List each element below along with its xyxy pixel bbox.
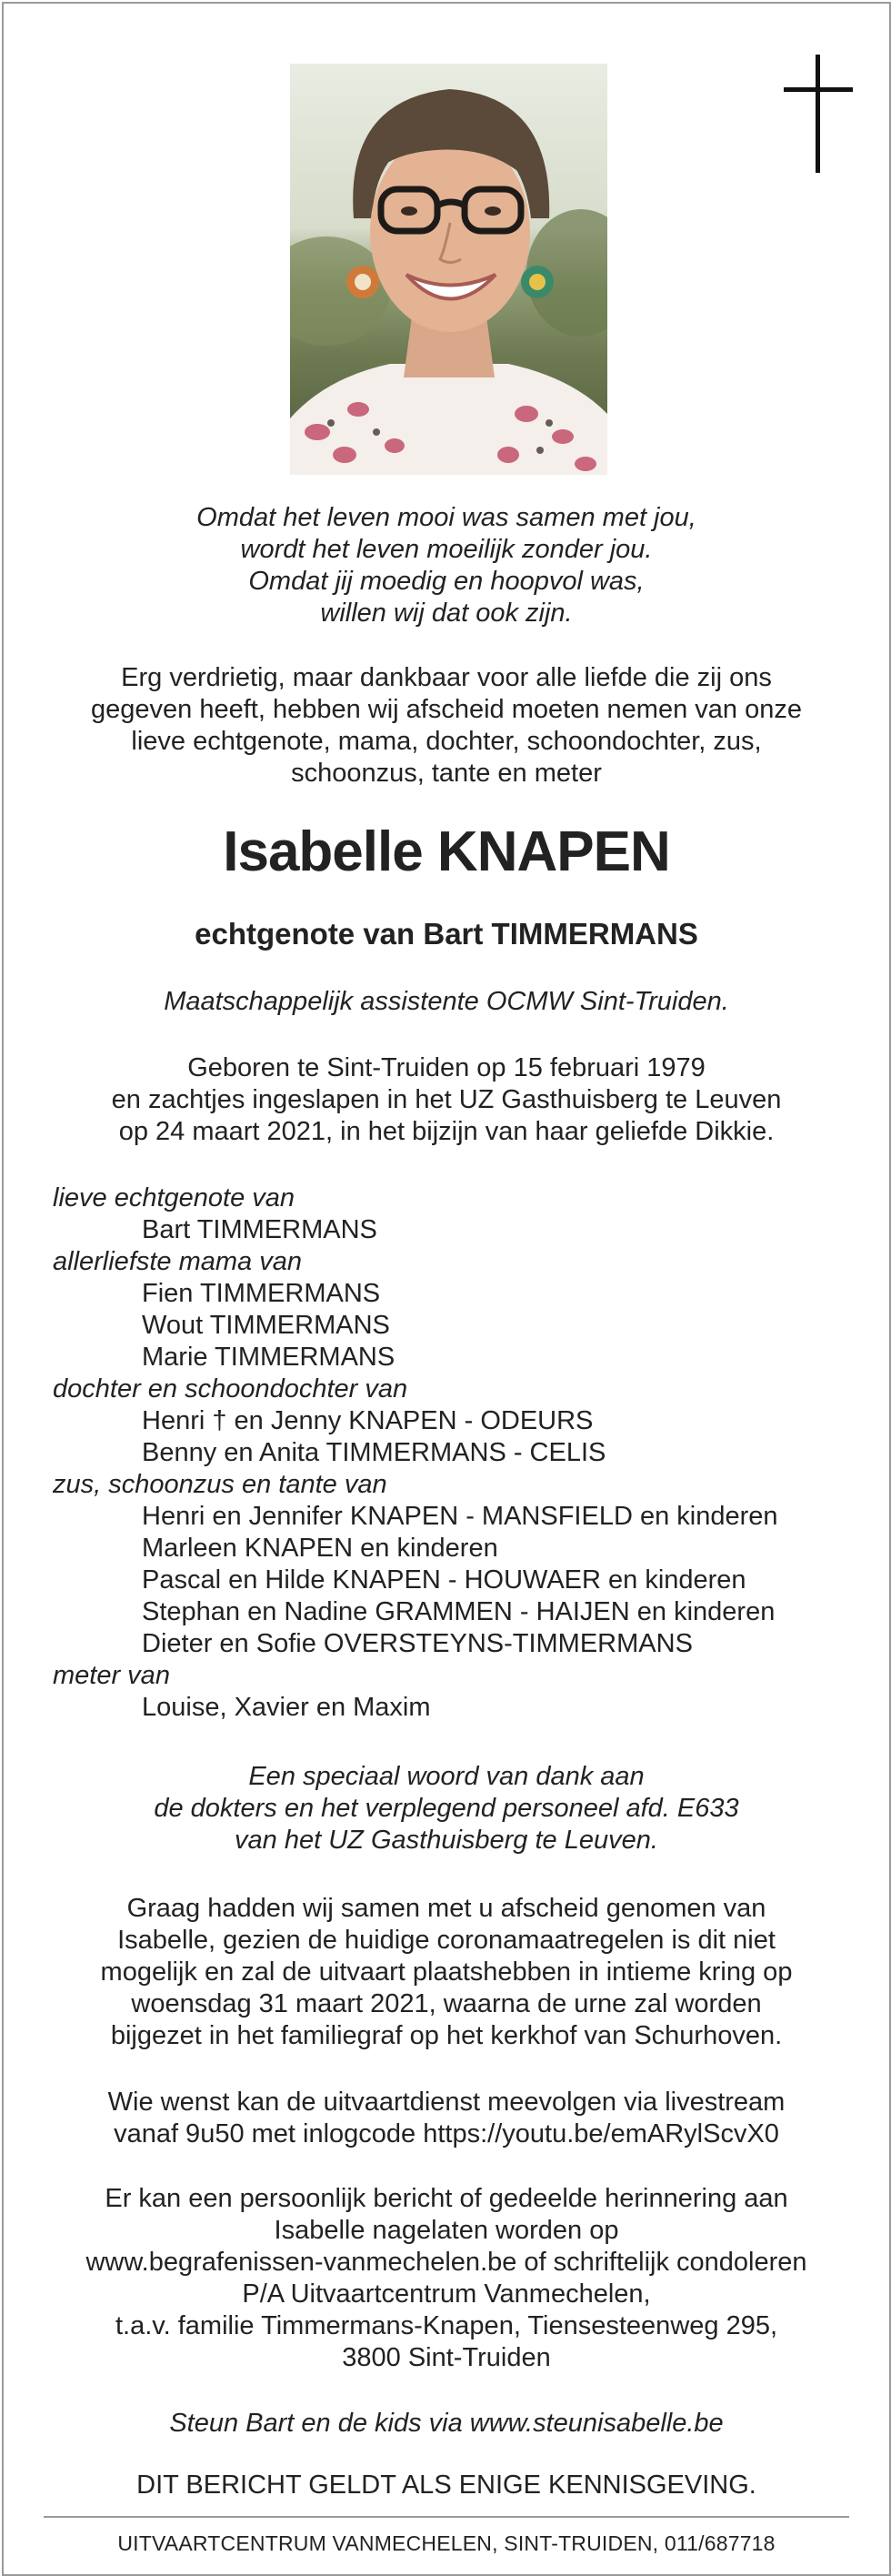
condolence-line: Isabelle nagelaten worden op (274, 2216, 619, 2245)
notice-line: DIT BERICHT GELDT ALS ENIGE KENNISGEVING. (136, 2470, 756, 2500)
relation-name: Louise, Xavier en Maxim (142, 1693, 431, 1722)
thanks-line: van het UZ Gasthuisberg te Leuven. (235, 1826, 658, 1855)
relation-name: Henri † en Jenny KNAPEN - ODEURS (142, 1406, 594, 1435)
funeral-line: Graag hadden wij samen met u afscheid genomen van (126, 1894, 766, 1923)
footer-divider (44, 2516, 849, 2518)
birth-death-line: Geboren te Sint-Truiden op 15 februari 1979 (187, 1053, 706, 1082)
intro-line: gegeven heeft, hebben wij afscheid moeten nemen van onze (91, 695, 802, 724)
relation-heading: allerliefste mama van (53, 1247, 302, 1276)
poem-line: Omdat jij moedig en hoopvol was, (248, 567, 645, 596)
condolence-line: 3800 Sint-Truiden (342, 2343, 551, 2372)
profession: Maatschappelijk assistente OCMW Sint-Truiden. (164, 987, 729, 1016)
funeral-line: Isabelle, gezien de huidige coronamaatregelen is dit niet (117, 1926, 776, 1955)
relation-name: Pascal en Hilde KNAPEN - HOUWAER en kinderen (142, 1565, 746, 1595)
thanks-line: de dokters en het verplegend personeel afd. E633 (154, 1794, 739, 1823)
relation-heading: dochter en schoondochter van (53, 1374, 408, 1404)
condolence-line: www.begrafenissen-vanmechelen.be of schriftelijk condoleren (85, 2248, 807, 2277)
funeral-line: woensdag 31 maart 2021, waarna de urne zal worden (131, 1989, 762, 2018)
relation-name: Benny en Anita TIMMERMANS - CELIS (142, 1438, 606, 1467)
relation-name: Fien TIMMERMANS (142, 1279, 381, 1308)
relation-heading: zus, schoonzus en tante van (53, 1470, 387, 1499)
thanks-line: Een speciaal woord van dank aan (248, 1762, 645, 1791)
obituary-card (2, 2, 891, 2576)
relation-name: Marleen KNAPEN en kinderen (142, 1534, 498, 1563)
poem-line: Omdat het leven mooi was samen met jou, (196, 503, 696, 532)
portrait-photo (290, 64, 607, 475)
livestream-line: Wie wenst kan de uitvaartdienst meevolgen via livestream (107, 2088, 786, 2117)
deceased-name: Isabelle KNAPEN (223, 820, 670, 883)
funeral-home-footer: UITVAARTCENTRUM VANMECHELEN, SINT-TRUIDEN, 011/687718 (117, 2531, 776, 2555)
spouse-line: echtgenote van Bart TIMMERMANS (195, 917, 698, 951)
relation-name: Wout TIMMERMANS (142, 1311, 390, 1340)
relation-name: Stephan en Nadine GRAMMEN - HAIJEN en kinderen (142, 1597, 776, 1626)
funeral-line: bijgezet in het familiegraf op het kerkhof van Schurhoven. (110, 2021, 783, 2050)
birth-death-line: op 24 maart 2021, in het bijzijn van haar geliefde Dikkie. (118, 1117, 775, 1146)
intro-line: schoonzus, tante en meter (291, 759, 602, 788)
poem-line: wordt het leven moeilijk zonder jou. (240, 535, 653, 564)
birth-death-line: en zachtjes ingeslapen in het UZ Gasthuisberg te Leuven (111, 1085, 782, 1114)
intro-line: lieve echtgenote, mama, dochter, schoondochter, zus, (131, 727, 762, 756)
relation-name: Henri en Jennifer KNAPEN - MANSFIELD en kinderen (142, 1502, 778, 1531)
relation-heading: meter van (53, 1661, 170, 1690)
condolence-line: P/A Uitvaartcentrum Vanmechelen, (242, 2279, 651, 2309)
cross-icon (784, 55, 853, 173)
condolence-line: Er kan een persoonlijk bericht of gedeelde herinnering aan (105, 2184, 788, 2213)
relation-name: Dieter en Sofie OVERSTEYNS-TIMMERMANS (142, 1629, 693, 1658)
relation-name: Bart TIMMERMANS (142, 1215, 377, 1244)
condolence-line: t.a.v. familie Timmermans-Knapen, Tiensesteenweg 295, (115, 2311, 778, 2340)
poem-line: willen wij dat ook zijn. (320, 599, 573, 628)
livestream-line: vanaf 9u50 met inlogcode https://youtu.be/emARylScvX0 (114, 2119, 779, 2148)
relation-heading: lieve echtgenote van (53, 1183, 295, 1213)
intro-line: Erg verdrietig, maar dankbaar voor alle liefde die zij ons (121, 663, 772, 692)
portrait-illustration (290, 64, 607, 475)
relation-name: Marie TIMMERMANS (142, 1343, 395, 1372)
support-line: Steun Bart en de kids via www.steunisabelle.be (169, 2409, 724, 2438)
funeral-line: mogelijk en zal de uitvaart plaatshebben in intieme kring op (100, 1957, 793, 1987)
